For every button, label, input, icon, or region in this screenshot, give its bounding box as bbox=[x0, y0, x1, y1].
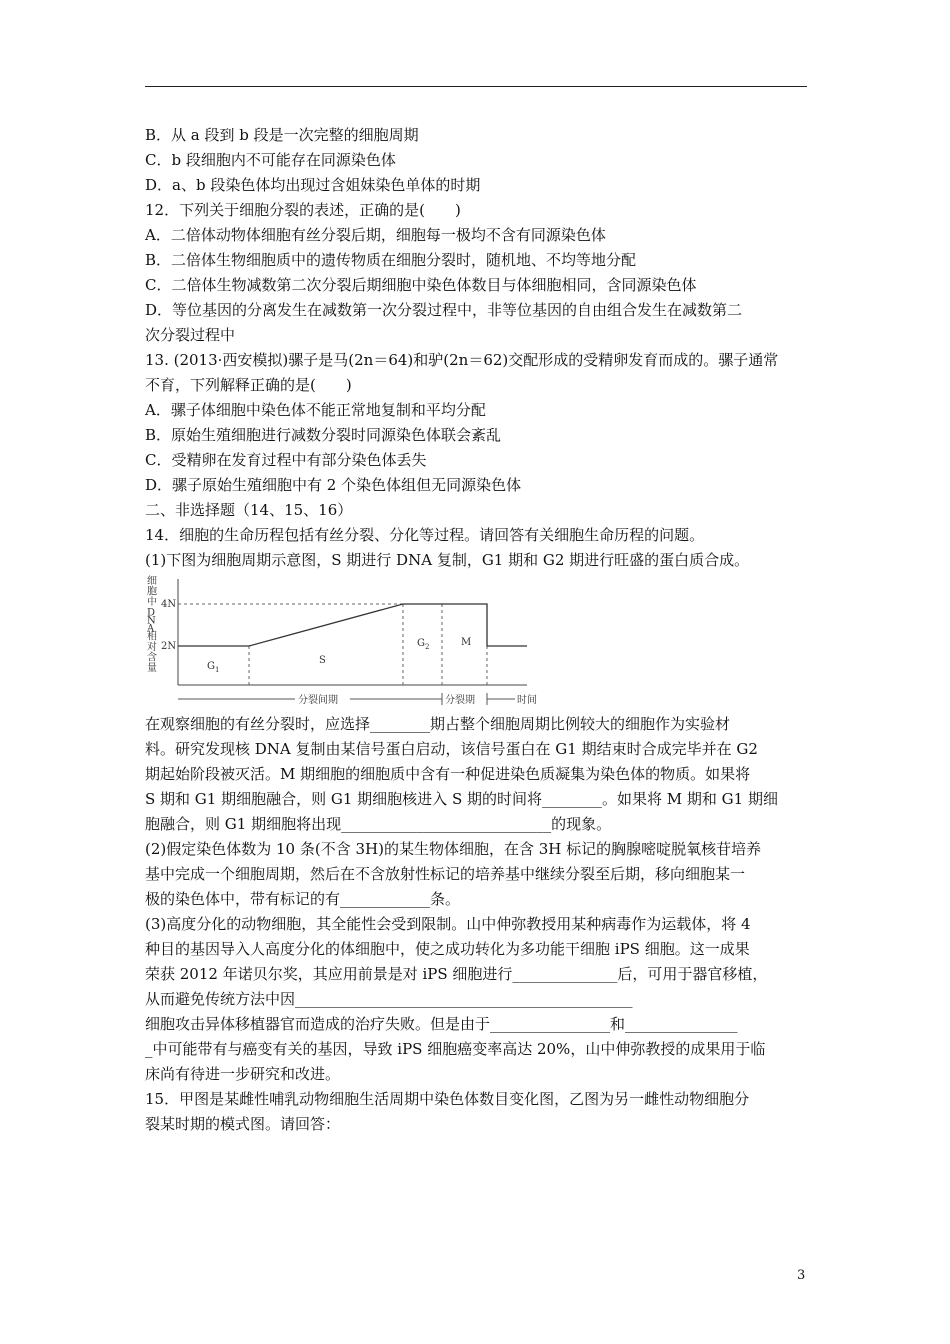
cell-cycle-figure bbox=[145, 575, 555, 709]
text-line: (2)假定染色体数为 10 条(不含 3H)的某生物体细胞，在含 3H 标记的胸腺嘧啶脱氧核苷培养 bbox=[145, 840, 762, 858]
y-tick-2n: 2N bbox=[161, 641, 177, 652]
text-line: 床尚有待进一步研究和改进。 bbox=[145, 1065, 341, 1083]
page-content bbox=[145, 123, 807, 1137]
text-line: C．b 段细胞内不可能存在同源染色体 bbox=[145, 151, 396, 169]
question-13-stem: 13. (2013·西安模拟)骡子是马(2n＝64)和驴(2n＝62)交配形成的受精卵发育而成的。骡子通常 bbox=[145, 351, 779, 369]
mitosis-label: 分裂期 bbox=[445, 695, 475, 706]
text-line: 细胞攻击异体移植器官而造成的治疗失败。但是由于________________和_______________ bbox=[145, 1015, 738, 1033]
text-line: 种目的基因导入人高度分化的体细胞中，使之成功转化为多功能干细胞 iPS 细胞。这一成果 bbox=[145, 940, 750, 958]
y-axis-label: 细胞中 D N A 相对含量 bbox=[147, 576, 157, 674]
text-line: 期起始阶段被灭活。M 期细胞的细胞质中含有一种促进染色质凝集为染色体的物质。如果将 bbox=[145, 765, 751, 783]
phase-label-g2: $G_2$ bbox=[417, 638, 430, 651]
text-line: (1)下图为细胞周期示意图，S 期进行 DNA 复制，G1 期和 G2 期进行旺盛的蛋白质合成。 bbox=[145, 551, 750, 569]
text-line: D．a、b 段染色体均出现过含姐妹染色单体的时期 bbox=[145, 176, 481, 194]
text-line: 不育，下列解释正确的是( ) bbox=[145, 376, 352, 394]
text-line: B．二倍体生物细胞质中的遗传物质在细胞分裂时，随机地、不均等地分配 bbox=[145, 251, 637, 269]
text-line: 裂某时期的模式图。请回答： bbox=[145, 1115, 341, 1133]
text-line: B．原始生殖细胞进行减数分裂时同源染色体联会紊乱 bbox=[145, 426, 502, 444]
text-line: (3)高度分化的动物细胞，其全能性会受到限制。山中伸弥教授用某种病毒作为运载体，将 4 bbox=[145, 915, 751, 933]
text-line: D．等位基因的分离发生在减数第一次分裂过程中，非等位基因的自由组合发生在减数第二 bbox=[145, 301, 743, 319]
text-line: A．二倍体动物体细胞有丝分裂后期，细胞每一极均不含有同源染色体 bbox=[145, 226, 606, 244]
header-rule bbox=[145, 86, 807, 87]
text-line: A．骡子体细胞中染色体不能正常地复制和平均分配 bbox=[145, 401, 486, 419]
phase-label-s: S bbox=[319, 655, 326, 666]
page-number: 3 bbox=[797, 1268, 806, 1283]
phase-label-g1: $G_1$ bbox=[207, 661, 220, 674]
text-line: C．二倍体生物减数第二次分裂后期细胞中染色体数目与体细胞相同，含同源染色体 bbox=[145, 276, 697, 294]
dna-content-line bbox=[178, 604, 527, 646]
question-14-stem: 14．细胞的生命历程包括有丝分裂、分化等过程。请回答有关细胞生命历程的问题。 bbox=[145, 526, 705, 544]
text-line: S 期和 G1 期细胞融合，则 G1 期细胞核进入 S 期的时间将________。如果将 M 期和 G1 期细 bbox=[145, 790, 778, 808]
text-line: 次分裂过程中 bbox=[145, 326, 236, 344]
text-line: 从而避免传统方法中因_____________________________________________ bbox=[145, 990, 633, 1008]
text-line: _中可能带有与癌变有关的基因，导致 iPS 细胞癌变率高达 20%，山中伸弥教授的成果用于临 bbox=[145, 1040, 766, 1058]
section-heading: 二、非选择题（14、15、16） bbox=[145, 501, 353, 519]
interphase-label: 分裂间期 bbox=[298, 695, 338, 706]
text-line: 极的染色体中，带有标记的有____________条。 bbox=[145, 890, 461, 908]
text-line: B．从 a 段到 b 段是一次完整的细胞周期 bbox=[145, 126, 419, 144]
text-line: 料。研究发现核 DNA 复制由某信号蛋白启动，该信号蛋白在 G1 期结束时合成完毕并在 G2 bbox=[145, 740, 758, 758]
y-tick-4n: 4N bbox=[161, 599, 177, 610]
text-line: 胞融合，则 G1 期细胞将出现____________________________的现象。 bbox=[145, 815, 612, 833]
text-line: C．受精卵在发育过程中有部分染色体丢失 bbox=[145, 451, 427, 469]
text-line: 基中完成一个细胞周期，然后在不含放射性标记的培养基中继续分裂至后期，移向细胞某一 bbox=[145, 865, 746, 883]
phase-label-m: M bbox=[461, 637, 472, 648]
x-axis-label: 时间 bbox=[517, 695, 537, 706]
text-line: 在观察细胞的有丝分裂时，应选择________期占整个细胞周期比例较大的细胞作为实验材 bbox=[145, 715, 731, 733]
text-line: 荣获 2012 年诺贝尔奖，其应用前景是对 iPS 细胞进行______________后，可用于器官移植， bbox=[145, 965, 768, 983]
question-15-stem: 15．甲图是某雌性哺乳动物细胞生活周期中染色体数目变化图，乙图为另一雌性动物细胞分 bbox=[145, 1090, 750, 1108]
text-line: D．骡子原始生殖细胞中有 2 个染色体组但无同源染色体 bbox=[145, 476, 522, 494]
question-12-stem: 12．下列关于细胞分裂的表述，正确的是( ) bbox=[145, 201, 461, 219]
